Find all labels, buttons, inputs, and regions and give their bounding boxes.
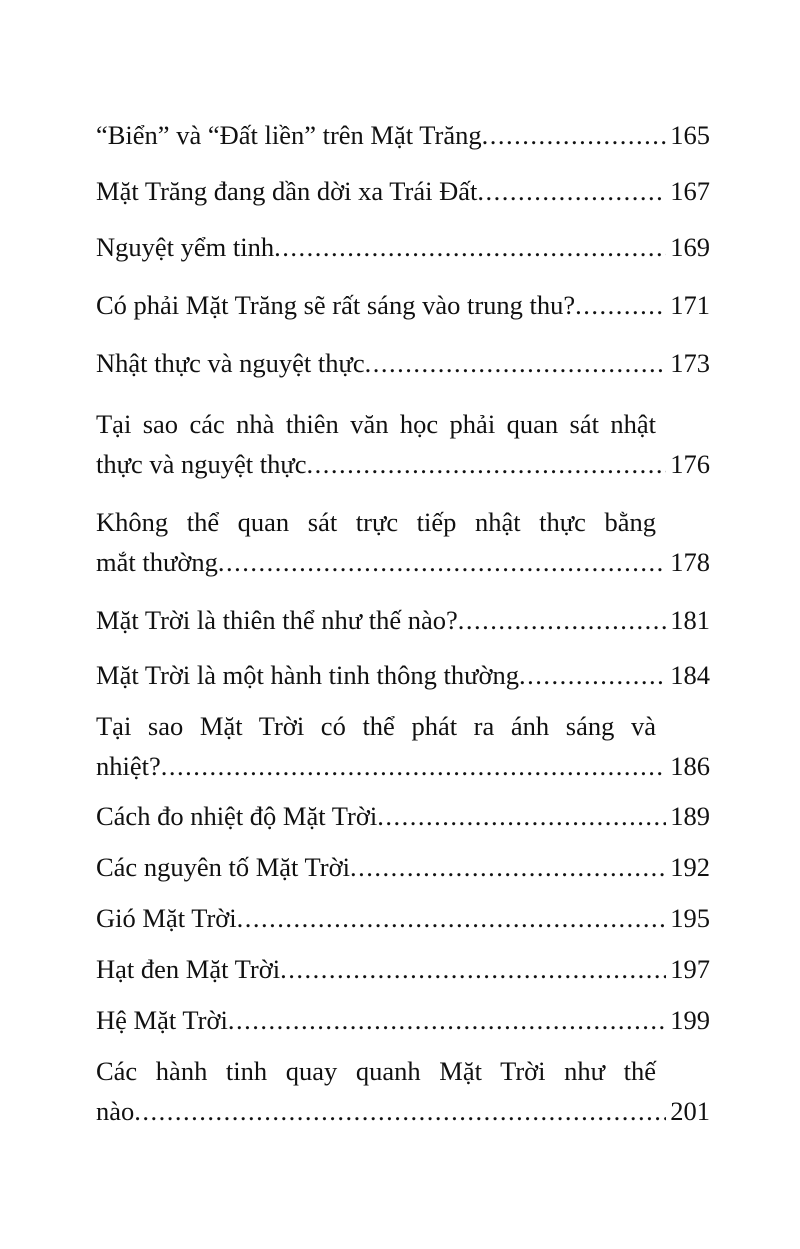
dot-leader xyxy=(482,115,666,155)
page-number: 199 xyxy=(670,1005,710,1035)
toc-entry xyxy=(96,502,710,582)
entry-title: nhiệt? xyxy=(96,751,161,781)
toc-entry xyxy=(96,227,710,267)
entry-title-line: Tại sao Mặt Trời có thể phát ra ánh sáng và xyxy=(96,711,656,741)
entry-title-line: Các hành tinh quay quanh Mặt Trời như thế xyxy=(96,1056,656,1086)
entry-title: “Biển” và “Đất liền” trên Mặt Trăng xyxy=(96,120,482,150)
page-number: 176 xyxy=(670,449,710,479)
entry-title: Cách đo nhiệt độ Mặt Trời xyxy=(96,801,378,831)
entry-title: nào xyxy=(96,1096,135,1126)
dot-leader xyxy=(477,171,666,211)
page-number: 171 xyxy=(670,290,710,320)
page-number: 167 xyxy=(670,176,710,206)
page-number: 189 xyxy=(670,801,710,831)
dot-leader xyxy=(274,227,666,267)
entry-title: Các nguyên tố Mặt Trời xyxy=(96,852,350,882)
page-number: 197 xyxy=(670,954,710,984)
toc-entry xyxy=(96,343,710,383)
page-number: 184 xyxy=(670,660,710,690)
entry-title: Có phải Mặt Trăng sẽ rất sáng vào trung thu? xyxy=(96,290,576,320)
dot-leader xyxy=(307,444,667,484)
dot-leader xyxy=(377,796,666,836)
page-number: 169 xyxy=(670,232,710,262)
entry-title: mắt thường xyxy=(96,547,218,577)
toc-entry xyxy=(96,115,710,155)
toc-entry xyxy=(96,706,710,786)
entry-title: Mặt Trăng đang dần dời xa Trái Đất xyxy=(96,176,478,206)
entry-title: Mặt Trời là một hành tinh thông thường xyxy=(96,660,519,690)
entry-title: Gió Mặt Trời xyxy=(96,903,237,933)
dot-leader xyxy=(134,1091,666,1131)
page-number: 186 xyxy=(670,751,710,781)
dot-leader xyxy=(218,542,666,582)
dot-leader xyxy=(280,949,666,989)
entry-title: Hệ Mặt Trời xyxy=(96,1005,228,1035)
toc-entry xyxy=(96,171,710,211)
toc-entry xyxy=(96,847,710,887)
dot-leader xyxy=(458,600,666,640)
page-number: 201 xyxy=(670,1096,710,1126)
entry-title: thực và nguyệt thực xyxy=(96,449,307,479)
entry-title: Hạt đen Mặt Trời xyxy=(96,954,281,984)
dot-leader xyxy=(350,847,666,887)
toc-entry xyxy=(96,949,710,989)
toc-entry xyxy=(96,404,710,484)
page-number: 178 xyxy=(670,547,710,577)
dot-leader xyxy=(519,655,666,695)
dot-leader xyxy=(575,285,666,325)
toc-entry xyxy=(96,796,710,836)
toc-entry xyxy=(96,285,710,325)
entry-title: Nguyệt yểm tinh xyxy=(96,232,275,262)
page-number: 173 xyxy=(670,348,710,378)
toc-entry xyxy=(96,1051,710,1131)
page-number: 165 xyxy=(670,120,710,150)
dot-leader xyxy=(228,1000,666,1040)
page-number: 195 xyxy=(670,903,710,933)
toc-entry xyxy=(96,655,710,695)
page-number: 192 xyxy=(670,852,710,882)
toc-entry xyxy=(96,1000,710,1040)
toc-entry xyxy=(96,600,710,640)
entry-title: Nhật thực và nguyệt thực xyxy=(96,348,365,378)
toc-entry xyxy=(96,898,710,938)
dot-leader xyxy=(161,746,666,786)
dot-leader xyxy=(365,343,666,383)
entry-title-line: Tại sao các nhà thiên văn học phải quan sát nhật xyxy=(96,409,656,439)
page-number: 181 xyxy=(670,605,710,635)
entry-title: Mặt Trời là thiên thể như thế nào? xyxy=(96,605,458,635)
entry-title-line: Không thể quan sát trực tiếp nhật thực bằng xyxy=(96,507,656,537)
dot-leader xyxy=(237,898,666,938)
